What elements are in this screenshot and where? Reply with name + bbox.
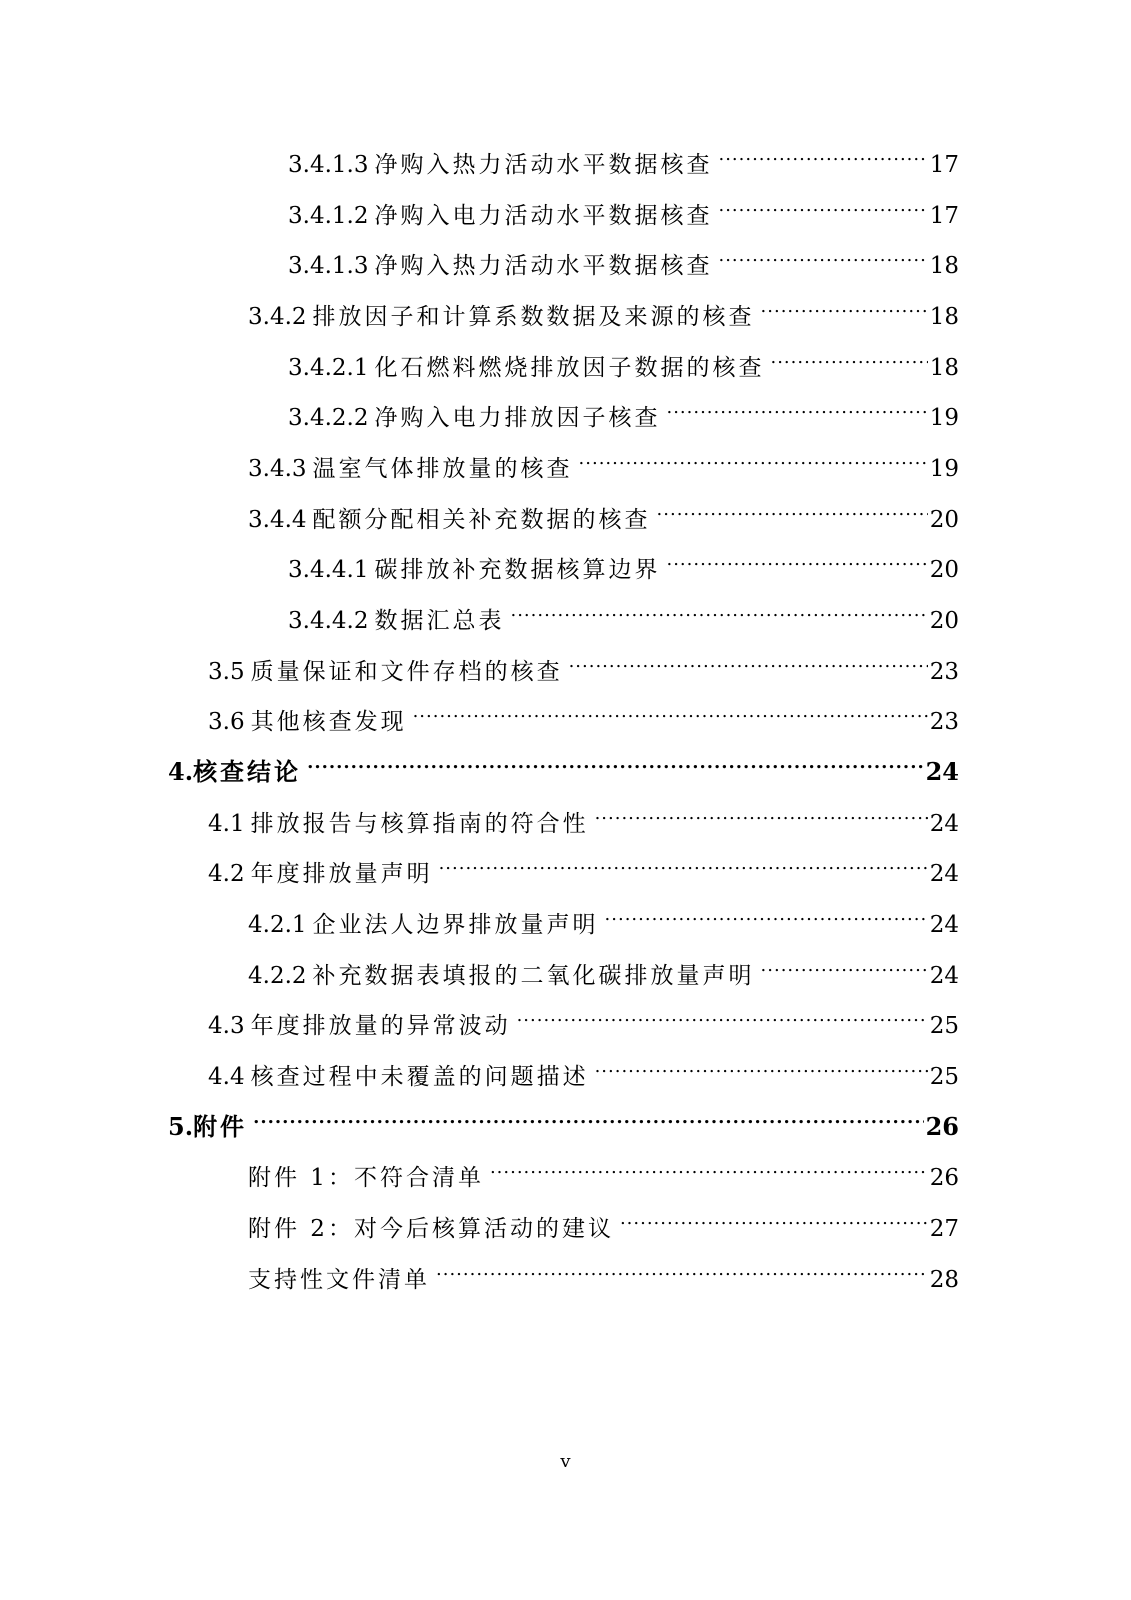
toc-entry-title: 3.4.1.3 净购入热力活动水平数据核查 (288, 152, 713, 178)
toc-page-number: 24 (929, 912, 959, 938)
toc-page-number: 20 (929, 507, 959, 533)
toc-dot-leader (579, 436, 928, 476)
toc-entry-title: 4.3 年度排放量的异常波动 (208, 1013, 511, 1039)
toc-entry-title: 4.2 年度排放量声明 (208, 861, 433, 887)
toc-entry[interactable] (248, 436, 959, 482)
toc-page-number: 17 (929, 203, 959, 229)
toc-page-number: 17 (929, 152, 959, 178)
toc-page-number: 26 (929, 1165, 959, 1191)
toc-appendix-entry[interactable] (248, 1145, 959, 1191)
toc-entry-title: 4.核查结论 (168, 757, 302, 786)
toc-entry[interactable] (288, 183, 959, 229)
toc-page-number: 24 (925, 757, 959, 786)
toc-chapter-entry[interactable] (168, 1095, 959, 1141)
toc-entry-title: 3.4.4.2 数据汇总表 (288, 608, 505, 634)
toc-chapter-entry[interactable] (168, 740, 959, 786)
toc-entry-title: 3.4.2.1 化石燃料燃烧排放因子数据的核查 (288, 355, 765, 381)
toc-page-number: 25 (929, 1013, 959, 1039)
toc-page-number: 23 (929, 709, 959, 735)
toc-entry[interactable] (248, 284, 959, 330)
toc-entry-title: 3.5 质量保证和文件存档的核查 (208, 659, 563, 685)
toc-dot-leader (718, 183, 927, 223)
toc-dot-leader (666, 537, 927, 577)
toc-entry-title: 3.6 其他核查发现 (208, 709, 407, 735)
toc-dot-leader (490, 1145, 928, 1185)
toc-dot-leader (569, 639, 928, 679)
toc-entry[interactable] (288, 132, 959, 178)
toc-page-number: 24 (929, 861, 959, 887)
toc-dot-leader (253, 1095, 924, 1135)
toc-dot-leader (761, 284, 928, 324)
toc-page-number: 24 (929, 811, 959, 837)
toc-page-number: 26 (925, 1112, 959, 1141)
toc-page-number: 28 (929, 1267, 959, 1293)
toc-entry[interactable] (208, 993, 959, 1039)
toc-entry-title: 4.4 核查过程中未覆盖的问题描述 (208, 1064, 589, 1090)
toc-dot-leader (595, 791, 928, 831)
toc-entry[interactable] (288, 233, 959, 279)
toc-dot-leader (517, 993, 928, 1033)
toc-entry-title: 支持性文件清单 (248, 1267, 430, 1293)
toc-entry[interactable] (208, 841, 959, 887)
toc-dot-leader (761, 943, 928, 983)
toc-entry-title: 4.2.2 补充数据表填报的二氧化碳排放量声明 (248, 963, 755, 989)
toc-entry[interactable] (288, 588, 959, 634)
toc-page-number: 18 (929, 304, 959, 330)
toc-page-number: 18 (929, 253, 959, 279)
toc-entry-title: 4.2.1 企业法人边界排放量声明 (248, 912, 599, 938)
toc-page-number: 24 (929, 963, 959, 989)
toc-entry[interactable] (248, 892, 959, 938)
toc-dot-leader (413, 689, 928, 729)
toc-page-number: 19 (929, 456, 959, 482)
toc-page-number: 25 (929, 1064, 959, 1090)
toc-entry-title: 附件 1：不符合清单 (248, 1165, 484, 1191)
toc-dot-leader (718, 233, 927, 273)
toc-entry[interactable] (288, 335, 959, 381)
toc-dot-leader (666, 385, 927, 425)
toc-entry-title: 3.4.3 温室气体排放量的核查 (248, 456, 573, 482)
toc-entry[interactable] (248, 487, 959, 533)
toc-dot-leader (605, 892, 928, 932)
toc-entry-title: 3.4.2 排放因子和计算系数数据及来源的核查 (248, 304, 755, 330)
toc-dot-leader (307, 740, 924, 780)
toc-entry-title: 3.4.1.3 净购入热力活动水平数据核查 (288, 253, 713, 279)
toc-entry[interactable] (208, 791, 959, 837)
toc-entry[interactable] (208, 1044, 959, 1090)
toc-page-number: 27 (929, 1216, 959, 1242)
toc-entry-title: 3.4.4.1 碳排放补充数据核算边界 (288, 557, 661, 583)
toc-entry[interactable] (248, 943, 959, 989)
toc-entry-title: 3.4.4 配额分配相关补充数据的核查 (248, 507, 651, 533)
toc-entry[interactable] (208, 639, 959, 685)
toc-dot-leader (436, 1247, 928, 1287)
toc-dot-leader (718, 132, 927, 172)
toc-entry[interactable] (208, 689, 959, 735)
toc-entry-title: 3.4.1.2 净购入电力活动水平数据核查 (288, 203, 713, 229)
page-number-footer: v (560, 1451, 571, 1472)
toc-entry-title: 3.4.2.2 净购入电力排放因子核查 (288, 405, 661, 431)
toc-dot-leader (595, 1044, 928, 1084)
toc-entry-title: 5.附件 (168, 1112, 248, 1141)
toc-entry-title: 附件 2：对今后核算活动的建议 (248, 1216, 614, 1242)
toc-appendix-entry[interactable] (248, 1196, 959, 1242)
toc-dot-leader (510, 588, 927, 628)
toc-appendix-entry[interactable] (248, 1247, 959, 1293)
toc-page-number: 19 (929, 405, 959, 431)
toc-dot-leader (439, 841, 928, 881)
toc-dot-leader (657, 487, 928, 527)
toc-page-number: 20 (929, 608, 959, 634)
toc-dot-leader (620, 1196, 928, 1236)
toc-entry[interactable] (288, 385, 959, 431)
toc-page-number: 20 (929, 557, 959, 583)
toc-page-number: 23 (929, 659, 959, 685)
toc-dot-leader (770, 335, 927, 375)
toc-page-number: 18 (929, 355, 959, 381)
toc-entry-title: 4.1 排放报告与核算指南的符合性 (208, 811, 589, 837)
toc-entry[interactable] (288, 537, 959, 583)
